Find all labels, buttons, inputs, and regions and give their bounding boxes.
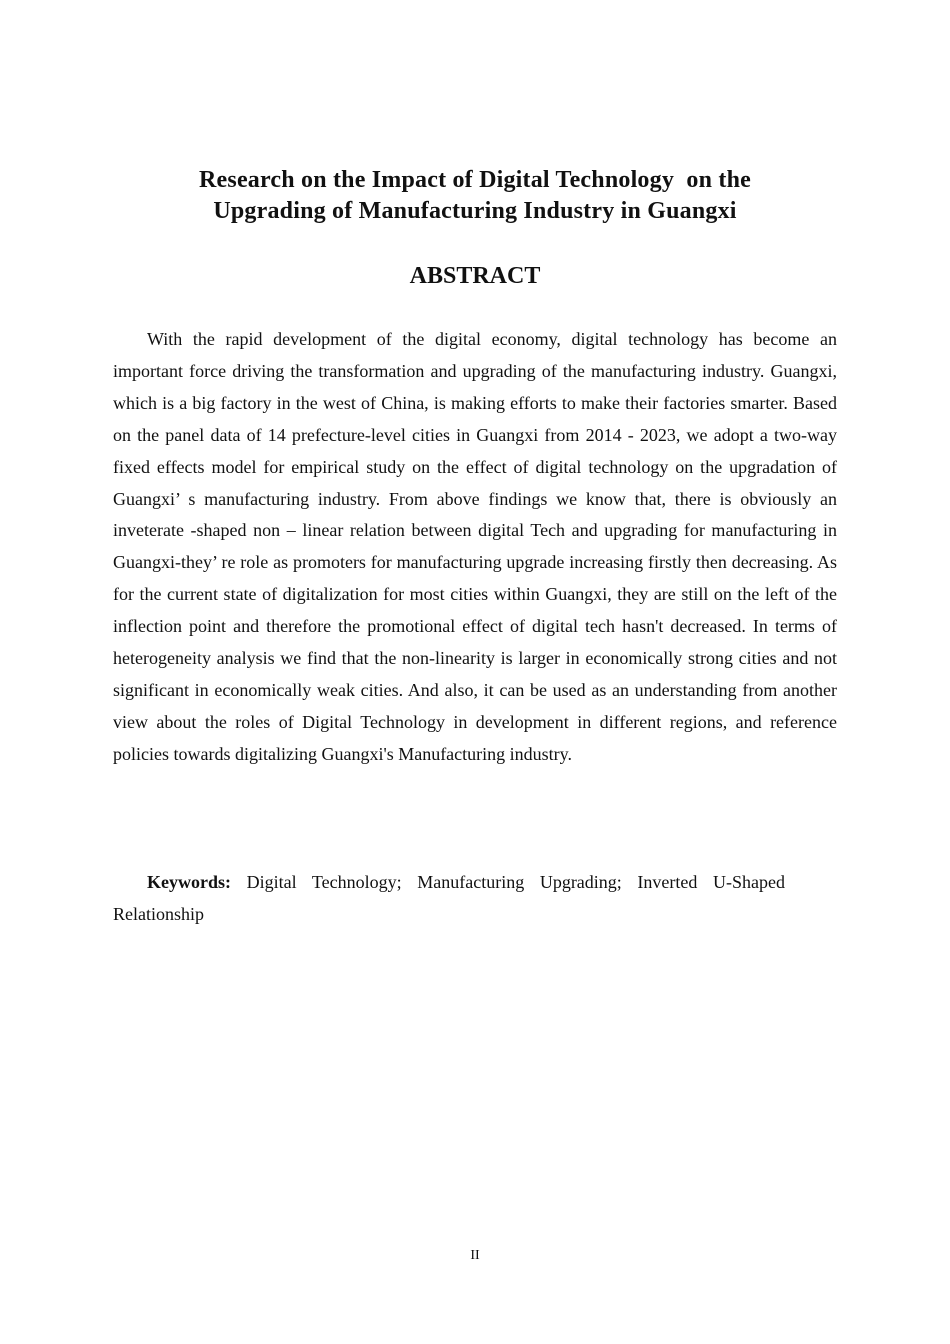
keywords-label: Keywords:: [147, 872, 231, 892]
keywords-paragraph: [113, 867, 785, 931]
abstract-body: With the rapid development of the digital economy, digital technology has become an important force driving the transformation and upgrading of the manufacturing industry. Guangxi, which is a big factory in the west of China, is making efforts to make their factories smarter. Based on the panel data of 14 prefecture-level cities in Guangxi from 2014 - 2023, we adopt a two-way fixed effects model for empirical study on the effect of digital technology on the upgradation of Guangxi’ s manufacturing industry. From above findings we know that, there is obviously an inveterate -shaped non – linear relation between digital Tech and upgrading for manufacturing in Guangxi-they’ re role as promoters for manufacturing upgrade increasing firstly then decreasing. As for the current state of digitalization for most cities within Guangxi, they are still on the left of the inflection point and therefore the promotional effect of digital tech hasn't decreased. In terms of heterogeneity analysis we find that the non-linearity is larger in economically strong cities and not significant in economically weak cities. And also, it can be used as an understanding from another view about the roles of Digital Technology in development in different regions, and reference policies towards digitalizing Guangxi's Manufacturing industry.: [113, 329, 837, 764]
paper-title-line-1: Research on the Impact of Digital Technology on the: [199, 167, 751, 193]
paper-title-line-2: Upgrading of Manufacturing Industry in Guangxi: [213, 198, 737, 224]
paper-title: [150, 165, 800, 227]
page-number: II: [470, 1248, 480, 1263]
abstract-heading: ABSTRACT: [409, 263, 541, 289]
keywords-text: Digital Technology; Manufacturing Upgrading; Inverted U-Shaped Relationship: [113, 872, 785, 924]
